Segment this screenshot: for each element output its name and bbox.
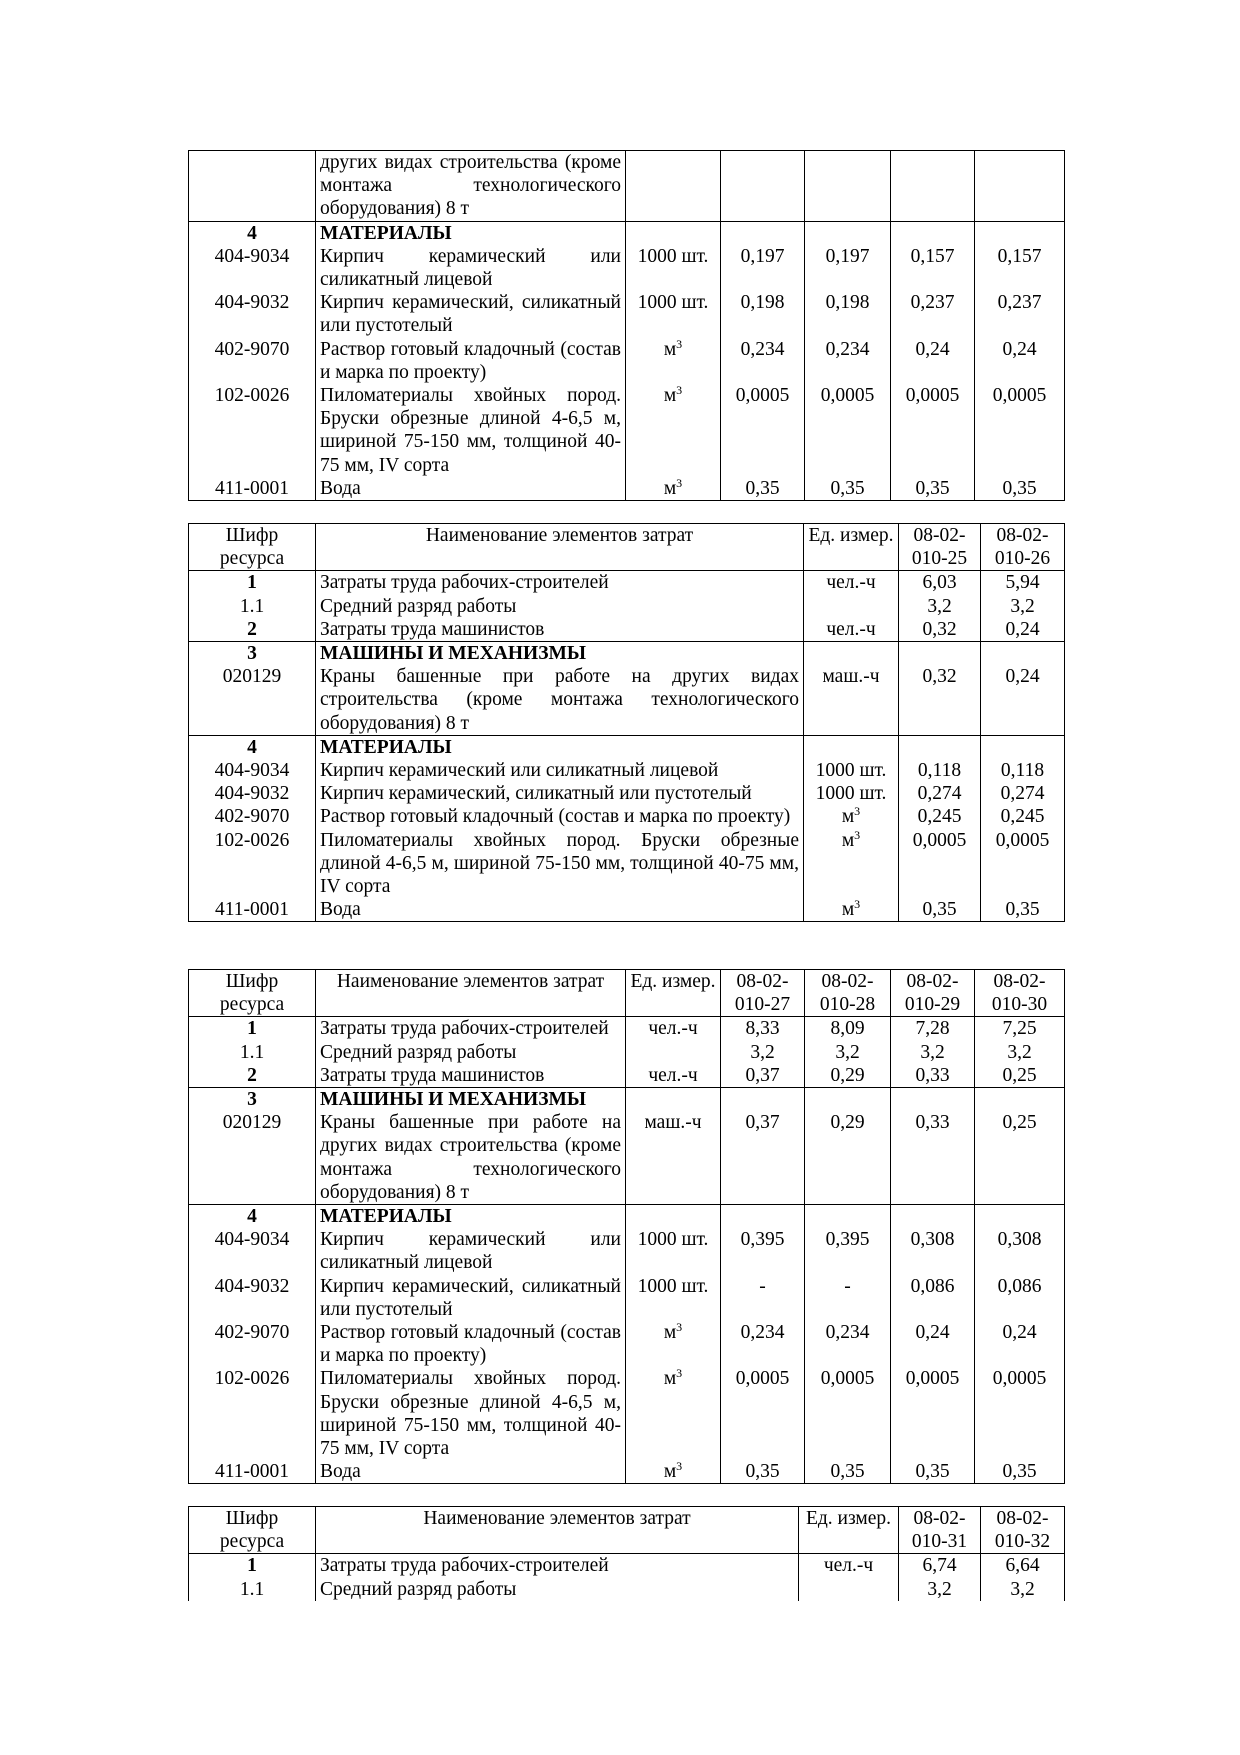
resource-code: 404-9032	[189, 291, 316, 337]
unit-superscript: 3	[676, 336, 683, 351]
unit-superscript: 3	[676, 1320, 683, 1335]
norm-value: 0,32	[899, 665, 981, 735]
cost-element-name: Средний разряд работы	[316, 595, 804, 618]
table-row	[189, 571, 1065, 595]
table-row	[189, 618, 1065, 642]
norm-value: 0,234	[805, 1321, 891, 1367]
norm-value: 0,25	[975, 1064, 1065, 1088]
norm-value: 0,35	[899, 898, 981, 922]
resource-code: 020129	[189, 1111, 316, 1204]
column-header-code: Шифр ресурса	[189, 1507, 316, 1554]
section-number: 4	[189, 1205, 316, 1229]
cost-element-name: Затраты труда рабочих-строителей	[316, 1554, 799, 1578]
section-number: 4	[189, 221, 316, 245]
section-row	[189, 642, 1065, 666]
norm-value: 0,197	[721, 245, 805, 291]
table-row	[189, 1367, 1065, 1460]
norm-value: 0,395	[805, 1228, 891, 1274]
norm-value: 0,237	[975, 291, 1065, 337]
column-header-code: Шифр ресурса	[189, 524, 316, 571]
unit: $м^3$	[626, 477, 721, 501]
table-row	[189, 1460, 1065, 1484]
table-row	[189, 1321, 1065, 1367]
unit: $м^3$	[626, 1321, 721, 1367]
section-row	[189, 1088, 1065, 1112]
resource-code: 2	[189, 1064, 316, 1088]
table-row	[189, 805, 1065, 828]
norm-value: 3,2	[899, 595, 981, 618]
resource-code: 404-9032	[189, 782, 316, 805]
norm-value: 0,24	[981, 665, 1065, 735]
cost-element-name: Кирпич керамический или силикатный лицевой	[316, 245, 626, 291]
column-header-norm: 08-02-010-28	[805, 970, 891, 1017]
norm-value: 7,25	[975, 1017, 1065, 1041]
resource-code: 404-9034	[189, 1228, 316, 1274]
table-row	[189, 1554, 1065, 1578]
norm-value: 0,118	[899, 759, 981, 782]
table-header-row	[189, 970, 1065, 1017]
unit-superscript: 3	[676, 1366, 683, 1381]
resource-code: 1.1	[189, 595, 316, 618]
unit: маш.-ч	[626, 1111, 721, 1204]
norm-value: 0,234	[721, 338, 805, 384]
table-header-row	[189, 1507, 1065, 1554]
norm-value: 6,74	[899, 1554, 981, 1578]
column-header-norm: 08-02-010-27	[721, 970, 805, 1017]
norm-value: 0,37	[721, 1064, 805, 1088]
unit: маш.-ч	[804, 665, 899, 735]
section-title: МАТЕРИАЛЫ	[316, 221, 626, 245]
cost-element-name: Кирпич керамический или силикатный лицевой	[316, 759, 804, 782]
cost-element-name: Кирпич керамический, силикатный или пустотелый	[316, 291, 626, 337]
norm-value: 0,274	[981, 782, 1065, 805]
resource-code: 404-9034	[189, 759, 316, 782]
norm-value: 0,086	[975, 1275, 1065, 1321]
unit: 1000 шт.	[804, 759, 899, 782]
norm-value: 0,35	[891, 1460, 975, 1484]
unit: $м^3$	[626, 338, 721, 384]
table-row	[189, 1111, 1065, 1204]
norm-value: 0,245	[899, 805, 981, 828]
norm-value: 0,35	[891, 477, 975, 501]
resource-code: 020129	[189, 665, 316, 735]
table-row	[189, 759, 1065, 782]
norm-value: 0,197	[805, 245, 891, 291]
norm-value: 0,0005	[805, 1367, 891, 1460]
unit: чел.-ч	[799, 1554, 899, 1578]
unit: чел.-ч	[804, 618, 899, 642]
section-title: МАТЕРИАЛЫ	[316, 735, 804, 759]
unit: $м^3$	[626, 1460, 721, 1484]
table-row	[189, 782, 1065, 805]
resource-code: 1.1	[189, 1041, 316, 1064]
table-row	[189, 245, 1065, 291]
cost-element-name: Раствор готовый кладочный (состав и марка по проекту)	[316, 805, 804, 828]
resource-code: 1	[189, 1554, 316, 1578]
norm-value: 5,94	[981, 571, 1065, 595]
norm-value: 0,35	[805, 477, 891, 501]
table-row	[189, 291, 1065, 337]
unit-superscript: 3	[854, 897, 861, 912]
unit: 1000 шт.	[626, 291, 721, 337]
column-header-norm: 08-02-010-25	[899, 524, 981, 571]
column-header-norm: 08-02-010-32	[981, 1507, 1065, 1554]
cost-element-name: других видах строительства (кроме монтажа технологического оборудования) 8 т	[316, 151, 626, 222]
section-number: 3	[189, 1088, 316, 1112]
norm-value: 0,0005	[899, 829, 981, 899]
section-row	[189, 221, 1065, 245]
norm-value: 0,0005	[891, 384, 975, 477]
norm-value: 0,308	[891, 1228, 975, 1274]
cost-element-name: Кирпич керамический или силикатный лицевой	[316, 1228, 626, 1274]
unit-superscript: 3	[676, 1459, 683, 1474]
norm-value: 0,0005	[721, 384, 805, 477]
section-title: МАТЕРИАЛЫ	[316, 1205, 626, 1229]
resource-code: 1	[189, 571, 316, 595]
section-title: МАШИНЫ И МЕХАНИЗМЫ	[316, 642, 804, 666]
norm-value: 0,234	[721, 1321, 805, 1367]
cost-element-name: Пиломатериалы хвойных пород. Бруски обрезные длиной 4-6,5 м, шириной 75-150 мм, толщиной 40-75 мм, IV сорта	[316, 1367, 626, 1460]
resource-code: 2	[189, 618, 316, 642]
table-row	[189, 665, 1065, 735]
norm-value: 0,33	[891, 1111, 975, 1204]
cost-element-name: Вода	[316, 898, 804, 922]
column-header-norm: 08-02-010-26	[981, 524, 1065, 571]
norm-value: 3,2	[899, 1578, 981, 1601]
norm-value: 0,0005	[721, 1367, 805, 1460]
resource-code: 411-0001	[189, 477, 316, 501]
norm-value: 0,35	[975, 477, 1065, 501]
resource-code: 102-0026	[189, 384, 316, 477]
table-header-row	[189, 524, 1065, 571]
cost-element-name: Пиломатериалы хвойных пород. Бруски обрезные длиной 4-6,5 м, шириной 75-150 мм, толщиной 40-75 мм, IV сорта	[316, 384, 626, 477]
resource-table-4	[188, 1506, 1065, 1601]
unit	[804, 595, 899, 618]
norm-value: 8,09	[805, 1017, 891, 1041]
column-header-norm: 08-02-010-30	[975, 970, 1065, 1017]
unit: $м^3$	[804, 898, 899, 922]
unit: 1000 шт.	[626, 245, 721, 291]
table-row	[189, 384, 1065, 477]
norm-value: 0,24	[981, 618, 1065, 642]
norm-value: 0,234	[805, 338, 891, 384]
column-header-code: Шифр ресурса	[189, 970, 316, 1017]
resource-code: 402-9070	[189, 1321, 316, 1367]
norm-value: 0,0005	[981, 829, 1065, 899]
resource-code: 404-9032	[189, 1275, 316, 1321]
norm-value: 0,0005	[975, 384, 1065, 477]
norm-value: 0,198	[721, 291, 805, 337]
column-header-name: Наименование элементов затрат	[316, 1507, 799, 1554]
norm-value: 0,35	[805, 1460, 891, 1484]
column-header-norm: 08-02-010-31	[899, 1507, 981, 1554]
section-number: 3	[189, 642, 316, 666]
cost-element-name: Кирпич керамический, силикатный или пустотелый	[316, 1275, 626, 1321]
cost-element-name: Краны башенные при работе на других видах строительства (кроме монтажа технологического оборудования) 8 т	[316, 665, 804, 735]
norm-value: 0,24	[891, 338, 975, 384]
cost-element-name: Затраты труда рабочих-строителей	[316, 1017, 626, 1041]
unit: $м^3$	[804, 805, 899, 828]
unit-superscript: 3	[854, 804, 861, 819]
norm-value: 7,28	[891, 1017, 975, 1041]
column-header-unit: Ед. измер.	[626, 970, 721, 1017]
norm-value: 0,35	[975, 1460, 1065, 1484]
norm-value: 0,32	[899, 618, 981, 642]
table-row	[189, 1017, 1065, 1041]
cost-element-name: Затраты труда машинистов	[316, 618, 804, 642]
unit: $м^3$	[626, 384, 721, 477]
norm-value: 0,0005	[975, 1367, 1065, 1460]
norm-value: 6,03	[899, 571, 981, 595]
norm-value: 0,237	[891, 291, 975, 337]
unit: 1000 шт.	[804, 782, 899, 805]
norm-value: 0,35	[721, 1460, 805, 1484]
resource-code: 402-9070	[189, 338, 316, 384]
unit-superscript: 3	[854, 827, 861, 842]
norm-value: -	[721, 1275, 805, 1321]
norm-value: 0,274	[899, 782, 981, 805]
cost-element-name: Средний разряд работы	[316, 1578, 799, 1601]
norm-value: 0,29	[805, 1111, 891, 1204]
cost-element-name: Вода	[316, 477, 626, 501]
norm-value: 0,24	[975, 338, 1065, 384]
cost-element-name: Раствор готовый кладочный (состав и марка по проекту)	[316, 338, 626, 384]
norm-value: 0,086	[891, 1275, 975, 1321]
resource-table-3	[188, 969, 1065, 1484]
unit-superscript: 3	[676, 383, 683, 398]
column-header-norm: 08-02-010-29	[891, 970, 975, 1017]
norm-value: 0,118	[981, 759, 1065, 782]
resource-code-cell	[189, 151, 316, 222]
unit: $м^3$	[804, 829, 899, 899]
resource-code: 411-0001	[189, 898, 316, 922]
resource-code: 1	[189, 1017, 316, 1041]
cost-element-name: Краны башенные при работе на других видах строительства (кроме монтажа технологического оборудования) 8 т	[316, 1111, 626, 1204]
norm-value: -	[805, 1275, 891, 1321]
column-header-unit: Ед. измер.	[799, 1507, 899, 1554]
table-row	[189, 1228, 1065, 1274]
norm-value: 0,37	[721, 1111, 805, 1204]
norm-value: 0,198	[805, 291, 891, 337]
norm-value: 3,2	[891, 1041, 975, 1064]
cost-element-name: Кирпич керамический, силикатный или пустотелый	[316, 782, 804, 805]
unit: чел.-ч	[804, 571, 899, 595]
column-header-unit: Ед. измер.	[804, 524, 899, 571]
table-row	[189, 151, 1065, 222]
norm-value: 3,2	[981, 595, 1065, 618]
resource-code: 1.1	[189, 1578, 316, 1601]
section-row	[189, 1205, 1065, 1229]
norm-value: 0,33	[891, 1064, 975, 1088]
norm-value: 0,157	[975, 245, 1065, 291]
resource-code: 411-0001	[189, 1460, 316, 1484]
norm-value: 0,25	[975, 1111, 1065, 1204]
norm-value: 0,308	[975, 1228, 1065, 1274]
column-header-name: Наименование элементов затрат	[316, 524, 804, 571]
norm-value: 0,395	[721, 1228, 805, 1274]
norm-value: 3,2	[975, 1041, 1065, 1064]
norm-value: 0,0005	[891, 1367, 975, 1460]
unit	[626, 1041, 721, 1064]
norm-value: 3,2	[805, 1041, 891, 1064]
resource-code: 102-0026	[189, 1367, 316, 1460]
table-row	[189, 595, 1065, 618]
table-row	[189, 1041, 1065, 1064]
cost-element-name: Пиломатериалы хвойных пород. Бруски обрезные длиной 4-6,5 м, шириной 75-150 мм, толщиной 40-75 мм, IV сорта	[316, 829, 804, 899]
cost-element-name: Вода	[316, 1460, 626, 1484]
norm-value: 0,35	[721, 477, 805, 501]
norm-value: 0,24	[891, 1321, 975, 1367]
norm-value: 3,2	[721, 1041, 805, 1064]
norm-value: 3,2	[981, 1578, 1065, 1601]
norm-value: 8,33	[721, 1017, 805, 1041]
norm-value: 0,29	[805, 1064, 891, 1088]
norm-value: 0,157	[891, 245, 975, 291]
table-row	[189, 898, 1065, 922]
section-row	[189, 735, 1065, 759]
resource-code: 402-9070	[189, 805, 316, 828]
unit-superscript: 3	[676, 475, 683, 490]
unit: $м^3$	[626, 1367, 721, 1460]
unit: чел.-ч	[626, 1064, 721, 1088]
resource-table-1	[188, 150, 1065, 501]
unit: 1000 шт.	[626, 1228, 721, 1274]
cost-element-name: Средний разряд работы	[316, 1041, 626, 1064]
table-row	[189, 1578, 1065, 1601]
norm-value: 0,245	[981, 805, 1065, 828]
norm-value: 6,64	[981, 1554, 1065, 1578]
resource-code: 102-0026	[189, 829, 316, 899]
section-title: МАШИНЫ И МЕХАНИЗМЫ	[316, 1088, 626, 1112]
table-row	[189, 1275, 1065, 1321]
table-row	[189, 338, 1065, 384]
norm-value: 0,0005	[805, 384, 891, 477]
unit: 1000 шт.	[626, 1275, 721, 1321]
table-row	[189, 477, 1065, 501]
cost-element-name: Затраты труда рабочих-строителей	[316, 571, 804, 595]
column-header-name: Наименование элементов затрат	[316, 970, 626, 1017]
cost-element-name: Затраты труда машинистов	[316, 1064, 626, 1088]
cost-element-name: Раствор готовый кладочный (состав и марка по проекту)	[316, 1321, 626, 1367]
table-row	[189, 1064, 1065, 1088]
unit	[799, 1578, 899, 1601]
resource-table-2	[188, 523, 1065, 922]
resource-code: 404-9034	[189, 245, 316, 291]
norm-value: 0,24	[975, 1321, 1065, 1367]
norm-value: 0,35	[981, 898, 1065, 922]
unit: чел.-ч	[626, 1017, 721, 1041]
section-number: 4	[189, 735, 316, 759]
table-row	[189, 829, 1065, 899]
